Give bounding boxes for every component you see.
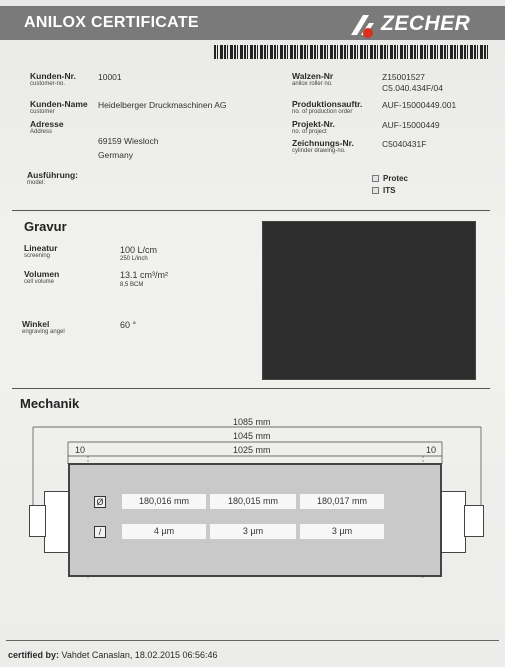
lineatur-label: Lineatur screening (24, 243, 58, 259)
right-journal (464, 505, 484, 537)
certified-by-value: Vahdet Canaslan, 18.02.2015 06:56:46 (61, 650, 218, 660)
address-city: 69159 Wiesloch (98, 136, 159, 146)
header-bar (0, 6, 505, 40)
dim-body: 1045 mm (233, 431, 271, 441)
production-order-value: AUF-15000449.001 (382, 100, 457, 110)
volumen-value: 13.1 cm³/m² (120, 270, 169, 280)
volumen-value-sub: 8,5 BCM (120, 282, 144, 288)
winkel-value: 60 ° (120, 320, 137, 330)
footer-divider (6, 640, 499, 641)
project-no-label: Projekt-Nr. no. of project (292, 119, 335, 135)
mechanik-title: Mechanik (20, 396, 80, 411)
customer-no-label: Kunden-Nr. customer-no. (30, 71, 76, 87)
address-label: Adresse Address (30, 119, 64, 135)
left-journal (29, 505, 46, 537)
dim-left: 10 (75, 445, 86, 455)
divider (12, 210, 490, 211)
protec-label: Protec (383, 174, 408, 183)
protec-checkbox[interactable] (372, 175, 379, 182)
left-shaft (44, 491, 70, 553)
its-label: ITS (383, 186, 396, 195)
runout-value: 3 µm (210, 524, 296, 539)
barcode (214, 45, 489, 59)
address-country: Germany (98, 150, 133, 160)
lineatur-value-sub: 250 L/inch (120, 256, 148, 262)
customer-name-label: Kunden-Name customer (30, 99, 88, 115)
diameter-value: 180,015 mm (210, 494, 296, 509)
runout-value: 3 µm (300, 524, 384, 539)
engraving-microscope-image (262, 221, 476, 380)
project-no-value: AUF-15000449 (382, 120, 440, 130)
certificate-title: ANILOX CERTIFICATE (24, 14, 199, 31)
roller-no-value-2: C5.040.434F/04 (382, 83, 443, 93)
diameter-value: 180,017 mm (300, 494, 384, 509)
gravur-title: Gravur (24, 219, 67, 234)
lineatur-value: 100 L/cm (120, 245, 158, 255)
volumen-label: Volumen cell volume (24, 269, 60, 285)
runout-value: 4 µm (122, 524, 206, 539)
its-checkbox[interactable] (372, 187, 379, 194)
dim-face: 1025 mm (233, 445, 271, 455)
footer (8, 650, 218, 660)
diameter-icon: Ø (94, 496, 106, 508)
roller-no-value: Z15001527 (382, 72, 426, 82)
brand-name: ZECHER (381, 12, 471, 35)
divider (12, 388, 490, 389)
zecher-logo (345, 8, 495, 40)
diameter-value: 180,016 mm (122, 494, 206, 509)
certified-by-label: certified by: (8, 650, 60, 660)
winkel-label: Winkel engraving angel (22, 319, 65, 335)
brand-dot-icon (363, 28, 373, 38)
right-shaft (440, 491, 466, 553)
model-label: Ausführung: model: (27, 170, 78, 186)
customer-no-value: 10001 (98, 72, 122, 82)
dim-total: 1085 mm (233, 417, 271, 427)
drawing-no-label: Zeichnungs-Nr. cylinder drawing-no. (292, 138, 354, 154)
roller-body (68, 463, 442, 577)
roller-no-label: Walzen-Nr anilox roller no. (292, 71, 334, 87)
customer-name-value: Heidelberger Druckmaschinen AG (98, 100, 227, 110)
dim-right: 10 (426, 445, 437, 455)
drawing-no-value: C5040431F (382, 139, 427, 149)
runout-icon: / (94, 526, 106, 538)
production-order-label: Produktionsauftr. no. of production order (292, 99, 363, 115)
